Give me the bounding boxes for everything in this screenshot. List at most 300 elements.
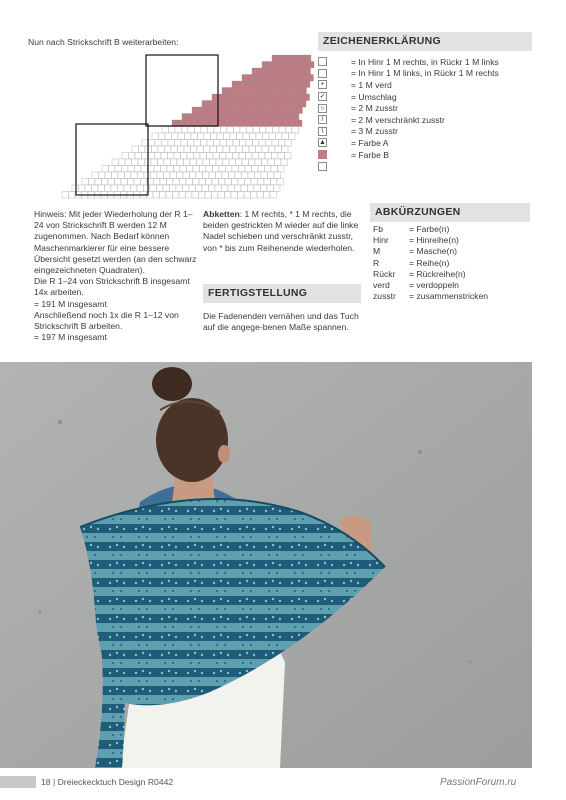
legend-symbol-empty [318, 69, 327, 78]
chart-cell [99, 172, 106, 179]
chart-cell [119, 159, 126, 166]
chart-cell [173, 179, 180, 186]
abbreviation-value: = Farbe(n) [409, 224, 450, 234]
chart-cell [214, 127, 221, 134]
chart-cell [92, 172, 99, 179]
chart-cell [204, 133, 211, 140]
chart-cell [281, 88, 288, 95]
chart-cell [135, 166, 142, 173]
chart-cell [219, 179, 226, 186]
chart-cell [209, 101, 216, 108]
chart-cell [292, 55, 299, 62]
chart-cell [258, 94, 265, 101]
chart-cell [290, 94, 297, 101]
chart-cell [251, 94, 258, 101]
chart-cell [183, 185, 190, 192]
chart-cell [222, 88, 229, 95]
chart-cell [239, 81, 246, 88]
chart-cell [304, 81, 311, 88]
chart-cell [267, 185, 274, 192]
chart-cell [271, 179, 278, 186]
chart-cell [259, 153, 266, 160]
chart-cell [221, 114, 228, 121]
chart-cell [287, 101, 294, 108]
chart-cell [285, 153, 292, 160]
chart-cell [178, 133, 185, 140]
chart-cell [79, 185, 86, 192]
chart-cell [202, 185, 209, 192]
chart-cell [248, 185, 255, 192]
chart-cell [228, 101, 235, 108]
chart-cell [237, 120, 244, 127]
abbreviation-row [373, 258, 533, 269]
chart-cell [62, 192, 69, 199]
chart-cell [246, 140, 253, 147]
abbreviation-row [373, 235, 533, 246]
chart-cell [203, 159, 210, 166]
chart-cell [124, 185, 131, 192]
chart-cell [129, 153, 136, 160]
chart-cell [278, 81, 285, 88]
chart-cell [241, 101, 248, 108]
chart-cell [152, 133, 159, 140]
chart-cell [131, 185, 138, 192]
chart-cell [245, 94, 252, 101]
chart-cell [246, 153, 253, 160]
chart-cell [183, 172, 190, 179]
chart-cell [233, 140, 240, 147]
chart-cell [135, 153, 142, 160]
chart-cell [141, 179, 148, 186]
chart-cell [245, 166, 252, 173]
abbreviation-value: = zusammenstricken [409, 291, 489, 302]
chart-cell [190, 159, 197, 166]
abbreviation-value: = verdoppeln [409, 280, 459, 291]
chart-cell [232, 81, 239, 88]
chart-cell [279, 127, 286, 134]
finishing-section [203, 284, 361, 303]
knitting-chart [26, 50, 316, 202]
chart-cell [160, 192, 167, 199]
chart-cell [252, 153, 259, 160]
chart-cell [196, 172, 203, 179]
chart-cell [266, 127, 273, 134]
chart-cell [253, 140, 260, 147]
chart-cell [192, 192, 199, 199]
abbreviation-key: Fb [373, 224, 384, 234]
chart-cell [198, 133, 205, 140]
chart-cell [241, 114, 248, 121]
chart-cell [176, 185, 183, 192]
chart-cell [297, 81, 304, 88]
chart-cell [248, 88, 255, 95]
chart-cell [232, 166, 239, 173]
chart-cell [121, 179, 128, 186]
chart-cell [231, 192, 238, 199]
chart-cell [102, 166, 109, 173]
chart-cell [202, 114, 209, 121]
chart-cell [235, 185, 242, 192]
repeat-text: Die R 1–24 von Strickschrift B insgesamt 14x arbeiten. [34, 276, 190, 298]
chart-cell [188, 140, 195, 147]
chart-cell [195, 114, 202, 121]
chart-cell [150, 185, 157, 192]
chart-cell [254, 185, 261, 192]
chart-cell [164, 159, 171, 166]
chart-cell [137, 185, 144, 192]
chart-cell [148, 153, 155, 160]
chart-cell [142, 153, 149, 160]
abbreviation-key: Rückr [373, 268, 396, 279]
chart-cell [274, 88, 281, 95]
chart-cell [218, 192, 225, 199]
chart-cell [263, 133, 270, 140]
chart-cell [201, 127, 208, 134]
chart-cell [241, 185, 248, 192]
chart-cell [275, 146, 282, 153]
chart-cell [307, 75, 314, 82]
chart-cell [308, 62, 315, 69]
chart-cell [251, 107, 258, 114]
chart-cell [233, 153, 240, 160]
chart-cell [265, 166, 272, 173]
chart-cell [201, 140, 208, 147]
chart-cell [300, 101, 307, 108]
chart-cell [139, 146, 146, 153]
chart-cell [257, 107, 264, 114]
chart-cell [157, 172, 164, 179]
chart-cell [222, 185, 229, 192]
chart-cell [168, 153, 175, 160]
chart-cell [229, 159, 236, 166]
chart-cell [225, 94, 232, 101]
chart-cell [128, 166, 135, 173]
chart-cell [92, 185, 99, 192]
chart-cell [125, 172, 132, 179]
chart-cell [271, 81, 278, 88]
chart-cell [264, 107, 271, 114]
chart-cell [234, 114, 241, 121]
chart-cell [286, 114, 293, 121]
chart-cell [175, 127, 182, 134]
chart-cell [167, 179, 174, 186]
chart-cell [301, 62, 308, 69]
legend-item [318, 114, 538, 126]
chart-cell [264, 192, 271, 199]
chart-cell [89, 179, 96, 186]
chart-cell [288, 62, 295, 69]
chart-cell [222, 101, 229, 108]
chart-cell [251, 192, 258, 199]
chart-cell [141, 166, 148, 173]
abbreviations-section [373, 206, 533, 302]
chart-cell [261, 101, 268, 108]
chart-cell [112, 172, 119, 179]
chart-cell [153, 192, 160, 199]
chart-cell [255, 172, 262, 179]
chart-cell [182, 127, 189, 134]
chart-cell [234, 127, 241, 134]
chart-cell [268, 172, 275, 179]
chart-cell [115, 179, 122, 186]
chart-cell [200, 166, 207, 173]
chart-cell [224, 133, 231, 140]
chart-cell [223, 146, 230, 153]
chart-cell [157, 185, 164, 192]
chart-cell [161, 153, 168, 160]
legend-symbol-fill-b [318, 150, 327, 159]
chart-cell [199, 179, 206, 186]
chart-cell [257, 192, 264, 199]
chart-cell [262, 75, 269, 82]
chart-cell [304, 68, 311, 75]
chart-cell [270, 120, 277, 127]
chart-cell [187, 153, 194, 160]
chart-cell [283, 107, 290, 114]
chart-cell [216, 172, 223, 179]
chart-cell [181, 140, 188, 147]
chart-cell [265, 68, 272, 75]
chart-cell [216, 159, 223, 166]
chart-cell [118, 185, 125, 192]
chart-cell [180, 179, 187, 186]
chart-cell [188, 127, 195, 134]
abbreviation-key: R [373, 257, 380, 268]
chart-cell [112, 159, 119, 166]
legend-list [318, 56, 538, 172]
legend-text: = In Hinr 1 M links, in Rückr 1 M rechts [351, 68, 499, 79]
chart-cell [160, 179, 167, 186]
legend-item [318, 102, 538, 114]
footer-bar [0, 776, 36, 788]
chart-cell [266, 140, 273, 147]
chart-cell [298, 55, 305, 62]
chart-cell [207, 140, 214, 147]
chart-cell [221, 127, 228, 134]
chart-cell [259, 140, 266, 147]
chart-cell [194, 153, 201, 160]
chart-cell [191, 133, 198, 140]
chart-cell [193, 179, 200, 186]
chart-cell [274, 101, 281, 108]
chart-cell [224, 120, 231, 127]
abbreviation-value: = Reihe(n) [409, 257, 450, 268]
chart-cell [305, 55, 312, 62]
chart-cell [134, 179, 141, 186]
chart-cell [261, 185, 268, 192]
chart-cell [244, 120, 251, 127]
chart-cell [239, 153, 246, 160]
chart-cell [235, 101, 242, 108]
chart-cell [151, 159, 158, 166]
chart-cell [165, 146, 172, 153]
chart-cell [236, 146, 243, 153]
chart-cell [273, 114, 280, 121]
chart-cell [205, 107, 212, 114]
chart-cell [282, 62, 289, 69]
chart-cell [230, 133, 237, 140]
chart-cell [208, 127, 215, 134]
chart-cell [247, 114, 254, 121]
chart-cell [227, 140, 234, 147]
chart-cell [254, 114, 261, 121]
chart-cell [238, 179, 245, 186]
chart-cell [261, 172, 268, 179]
chart-cell [239, 166, 246, 173]
bindoff-text: : 1 M rechts, * 1 M rechts, die beiden gestrickten M wieder auf die linke Nadel schieben und verschränkt zusstr, von * bis zum Reihenende wiederholen. [203, 209, 359, 253]
chart-cell [184, 146, 191, 153]
chart-cell [280, 114, 287, 121]
chart-cell [191, 146, 198, 153]
chart-cell [205, 192, 212, 199]
chart-cell [115, 166, 122, 173]
chart-cell [132, 159, 139, 166]
chart-cell [253, 127, 260, 134]
legend-item [318, 56, 538, 68]
abbreviation-key: M [373, 246, 381, 257]
chart-cell [237, 133, 244, 140]
chart-cell [297, 94, 304, 101]
chart-cell [295, 62, 302, 69]
chart-cell [252, 68, 259, 75]
chart-cell [149, 140, 156, 147]
legend-item [318, 137, 538, 149]
chart-cell [264, 179, 271, 186]
chart-cell [289, 120, 296, 127]
chart-cell [271, 166, 278, 173]
chart-cell [144, 172, 151, 179]
chart-cell [244, 107, 251, 114]
legend-title: ZEICHENERKLÄRUNG [318, 32, 532, 51]
chart-cell [131, 172, 138, 179]
chart-cell [170, 185, 177, 192]
chart-cell [255, 88, 262, 95]
legend-text: = 2 M verschränkt zusstr [351, 114, 445, 125]
chart-cell [281, 159, 288, 166]
chart-cell [220, 140, 227, 147]
chart-cell [292, 127, 299, 134]
chart-cell [275, 75, 282, 82]
chart-cell [270, 192, 277, 199]
chart-cell [238, 94, 245, 101]
chart-cell [212, 192, 219, 199]
abbreviation-value: = Hinreihe(n) [409, 235, 459, 246]
chart-cell [226, 153, 233, 160]
chart-cell [301, 75, 308, 82]
legend-symbol-empty [318, 162, 327, 171]
chart-cell [245, 81, 252, 88]
chart-cell [82, 179, 89, 186]
chart-cell [199, 107, 206, 114]
shawl-photo [0, 362, 532, 768]
legend-text: = 3 M zusstr [351, 126, 399, 137]
chart-cell [282, 133, 289, 140]
chart-cell [238, 107, 245, 114]
hint-text: Hinweis: Mit jeder Wiederholung der R 1–24 von Strickschrift B werden 12 M zugenommen. Nach Bedarf können Maschenmarkierer für eine bessere Übersicht gesetzt werden (an den schwarz eingezeichneten Quadraten). [34, 209, 197, 276]
chart-cell [189, 114, 196, 121]
legend-symbol-slash: / [318, 115, 327, 124]
chart-cell [250, 120, 257, 127]
chart-cell [173, 192, 180, 199]
finishing-text: Die Fadenenden vernähen und das Tuch auf die angege-benen Maße spannen. [203, 311, 359, 333]
chart-cell [293, 101, 300, 108]
chart-cell [288, 75, 295, 82]
chart-cell [197, 146, 204, 153]
chart-cell [262, 146, 269, 153]
chart-cell [268, 88, 275, 95]
chart-caption: Nun nach Strickschrift B weiterarbeiten: [28, 37, 179, 47]
chart-cell [240, 127, 247, 134]
chart-cell [243, 146, 250, 153]
legend-symbol-dot: • [318, 80, 327, 89]
chart-cell [264, 94, 271, 101]
chart-cell [154, 179, 161, 186]
chart-cell [231, 120, 238, 127]
chart-cell [252, 166, 259, 173]
chart-cell [207, 153, 214, 160]
watermark: PassionForum.ru [440, 777, 517, 788]
chart-cell [284, 81, 291, 88]
chart-cell [271, 94, 278, 101]
abbreviation-key: Hinr [373, 235, 389, 246]
chart-cell [284, 94, 291, 101]
chart-cell [85, 185, 92, 192]
chart-cell [98, 185, 105, 192]
abbreviations-title: ABKÜRZUNGEN [370, 203, 530, 222]
chart-cell [212, 179, 219, 186]
final-rows-text: Anschließend noch 1x die R 1–12 von Strickschrift B arbeiten. [34, 309, 179, 332]
chart-cell [158, 146, 165, 153]
chart-cell [219, 166, 226, 173]
chart-cell [175, 140, 182, 147]
chart-cell [206, 179, 213, 186]
chart-cell [223, 159, 230, 166]
chart-cell [275, 62, 282, 69]
chart-cell [226, 166, 233, 173]
chart-cell [210, 159, 217, 166]
chart-cell [171, 159, 178, 166]
chart-cell [154, 166, 161, 173]
chart-cell [265, 153, 272, 160]
chart-cell [275, 159, 282, 166]
chart-cell [260, 127, 267, 134]
chart-cell [293, 114, 300, 121]
chart-cell [289, 133, 296, 140]
chart-cell [259, 68, 266, 75]
chart-cell [286, 127, 293, 134]
chart-cell [257, 120, 264, 127]
chart-cell [177, 159, 184, 166]
chart-cell [144, 185, 151, 192]
chart-cell [165, 133, 172, 140]
chart-cell [298, 68, 305, 75]
abbreviation-key: verd [373, 280, 390, 291]
chart-cell [170, 172, 177, 179]
chart-cell [179, 192, 186, 199]
chart-cell [278, 68, 285, 75]
chart-cell [269, 62, 276, 69]
chart-cell [278, 166, 285, 173]
chart-cell [242, 75, 249, 82]
chart-cell [294, 75, 301, 82]
abbreviation-row [373, 246, 533, 257]
chart-cell [132, 146, 139, 153]
chart-cell [269, 146, 276, 153]
legend-symbol-backslash: \ [318, 127, 327, 136]
chart-cell [291, 68, 298, 75]
chart-cell [178, 146, 185, 153]
chart-cell [213, 153, 220, 160]
